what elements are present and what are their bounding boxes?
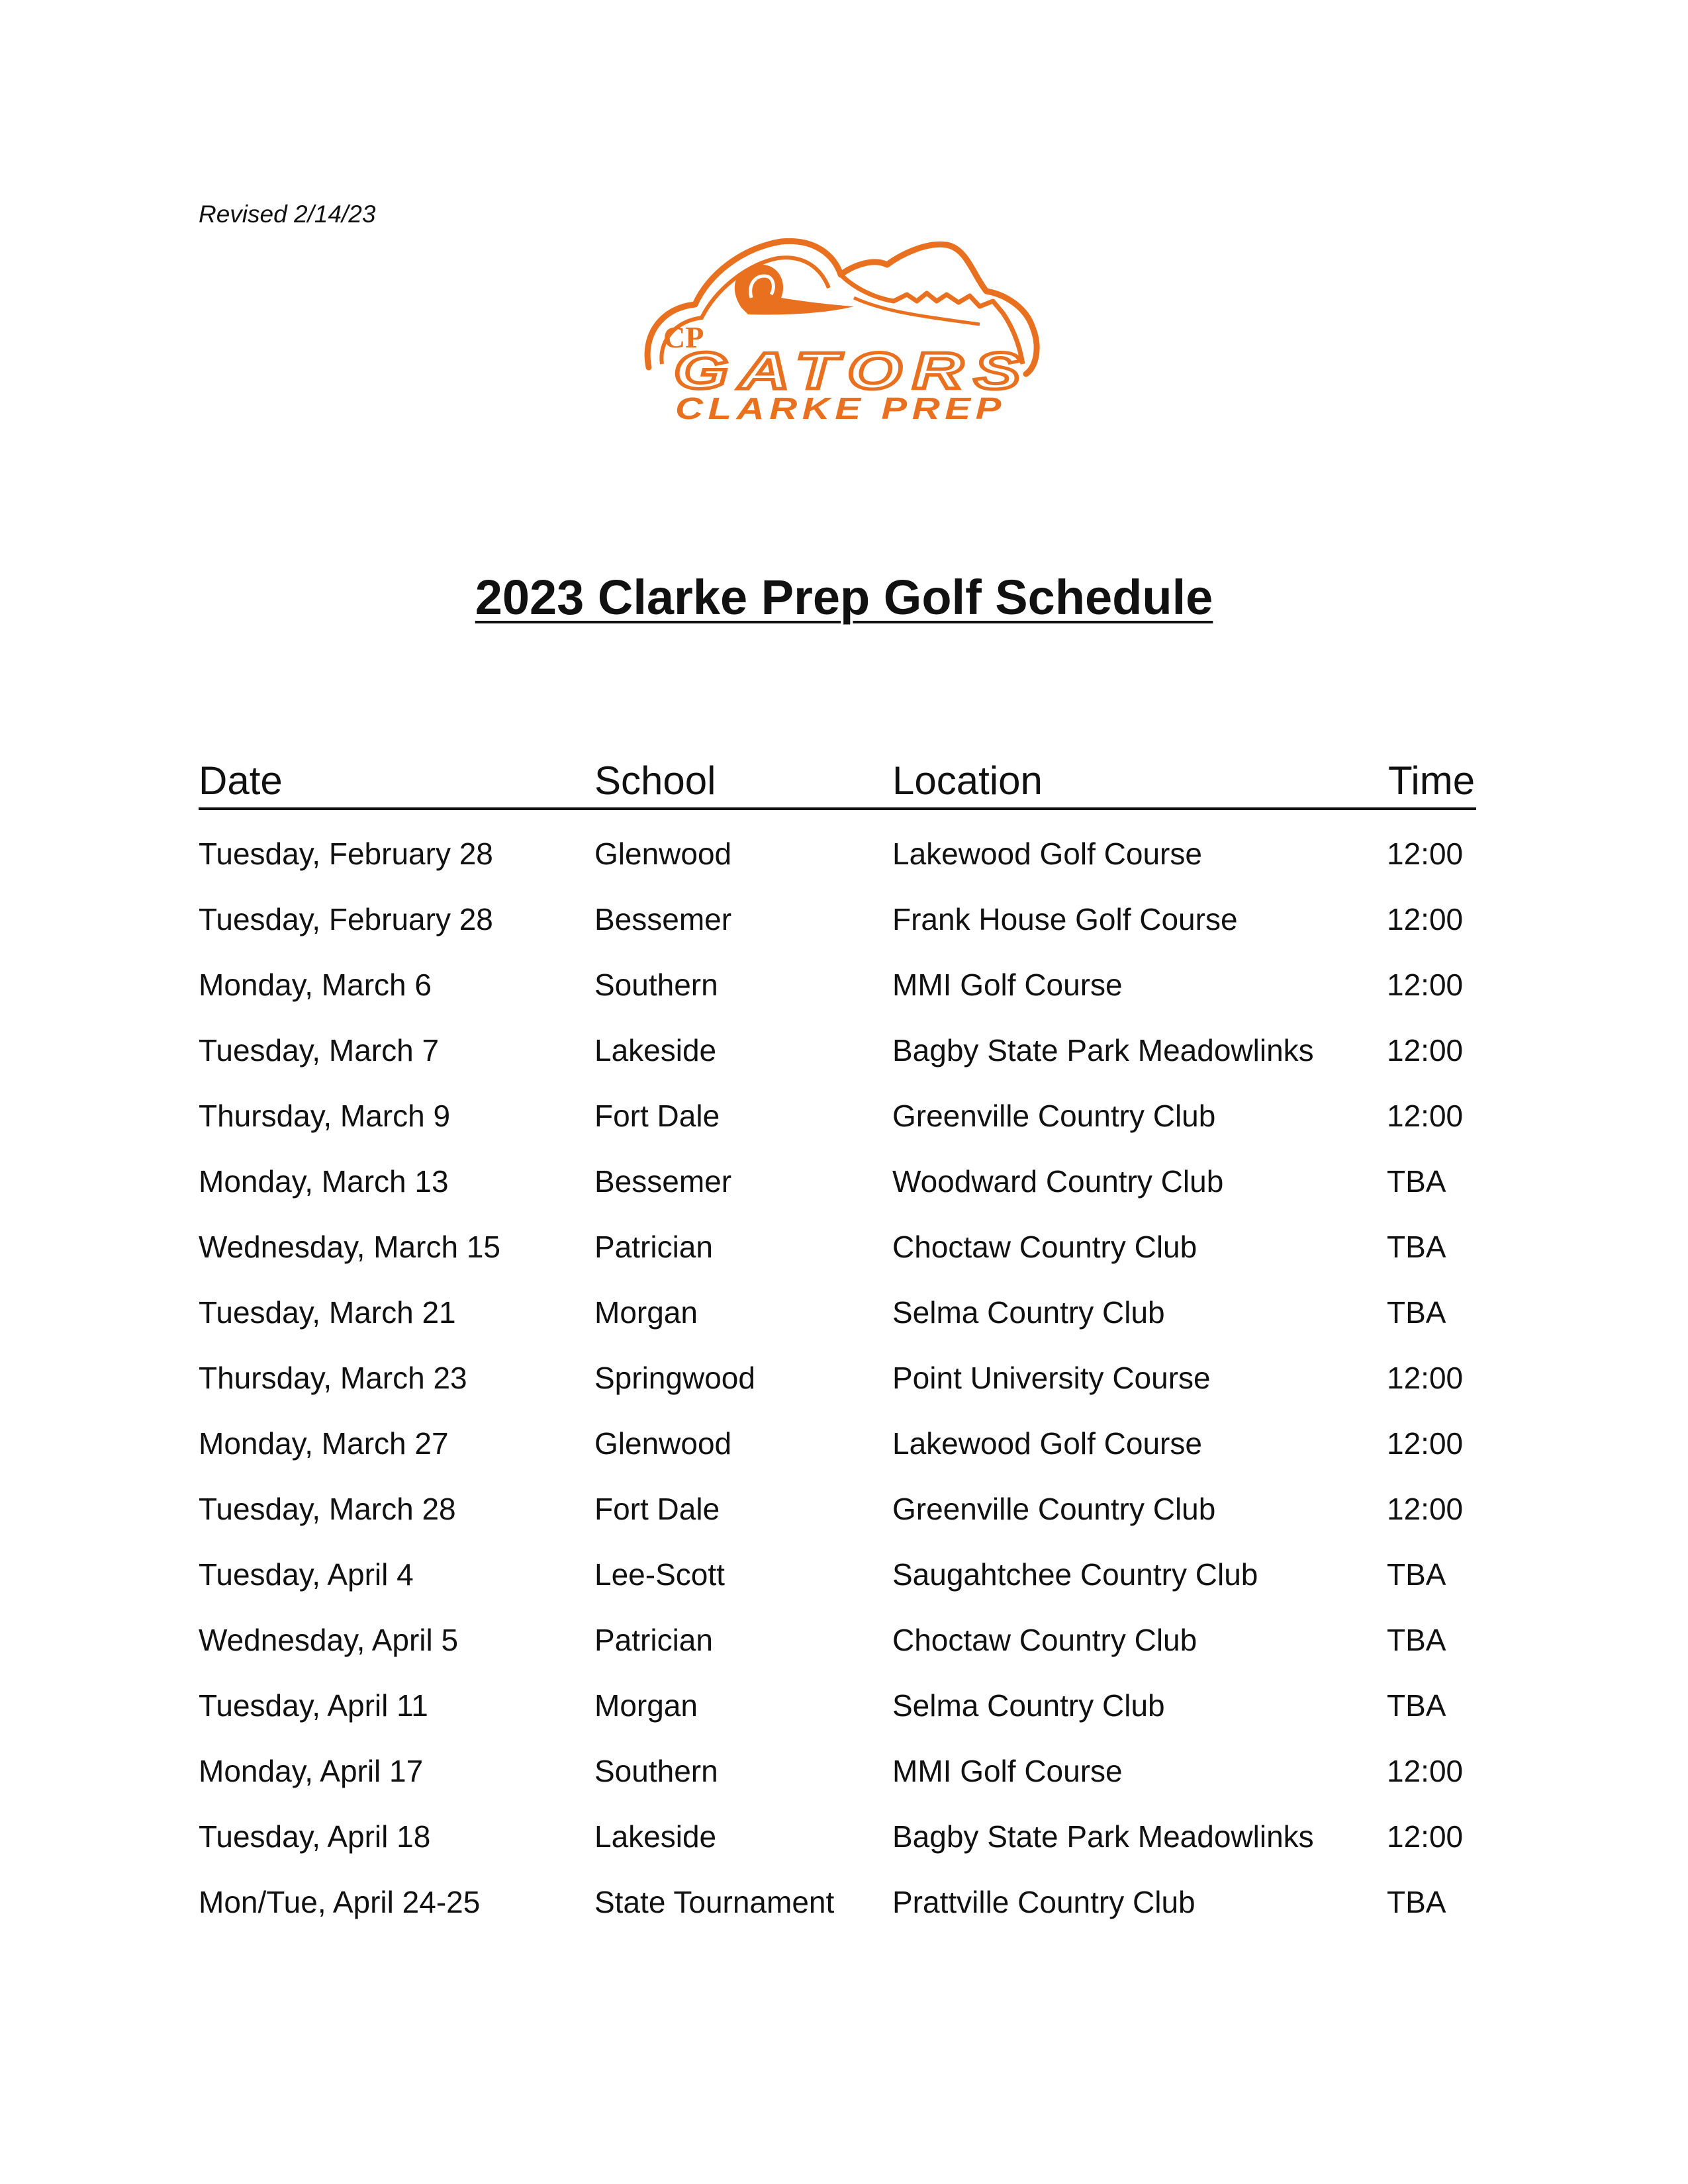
- cell-location: Bagby State Park Meadowlinks: [892, 1033, 1314, 1068]
- cell-location: Greenville Country Club: [892, 1492, 1216, 1526]
- cell-location: Lakewood Golf Course: [892, 1426, 1202, 1461]
- cell-school: Lee-Scott: [594, 1557, 725, 1592]
- column-header-location: Location: [892, 758, 1043, 803]
- cell-date: Wednesday, April 5: [199, 1623, 459, 1657]
- column-header-date: Date: [199, 758, 283, 803]
- table-row: [199, 1089, 1476, 1155]
- column-header-time: Time: [1388, 758, 1476, 803]
- cell-location: Saugahtchee Country Club: [892, 1557, 1258, 1592]
- cell-location: Point University Course: [892, 1361, 1211, 1395]
- cell-time: TBA: [1387, 1557, 1446, 1592]
- table-row: [199, 1745, 1476, 1810]
- table-row: [199, 1417, 1476, 1482]
- table-row: [199, 1876, 1476, 1941]
- cell-time: TBA: [1387, 1230, 1446, 1264]
- column-header-school: School: [594, 758, 716, 803]
- cell-location: Frank House Golf Course: [892, 902, 1238, 936]
- cell-school: Fort Dale: [594, 1492, 720, 1526]
- cell-school: Glenwood: [594, 1426, 732, 1461]
- table-header: [199, 754, 1476, 810]
- cell-school: Glenwood: [594, 837, 732, 871]
- cell-school: Southern: [594, 968, 718, 1002]
- cell-location: Greenville Country Club: [892, 1099, 1216, 1133]
- table-row: [199, 1155, 1476, 1220]
- table-row: [199, 1220, 1476, 1286]
- cell-date: Tuesday, March 21: [199, 1295, 456, 1330]
- cell-school: Bessemer: [594, 1164, 732, 1199]
- table-row: [199, 893, 1476, 958]
- cell-date: Tuesday, February 28: [199, 837, 493, 871]
- cell-time: 12:00: [1387, 1426, 1464, 1461]
- cell-time: TBA: [1387, 1688, 1446, 1723]
- revision-note: Revised 2/14/23: [199, 201, 376, 228]
- cell-time: TBA: [1387, 1623, 1446, 1657]
- cell-time: 12:00: [1387, 1754, 1464, 1788]
- cell-time: 12:00: [1387, 968, 1464, 1002]
- cell-location: Choctaw Country Club: [892, 1623, 1197, 1657]
- table-row: [199, 827, 1476, 893]
- page-title: [0, 568, 1688, 627]
- cell-date: Tuesday, April 4: [199, 1557, 414, 1592]
- cell-date: Monday, March 27: [199, 1426, 449, 1461]
- schedule-table: [199, 827, 1476, 1941]
- cell-school: Springwood: [594, 1361, 755, 1395]
- cell-school: Bessemer: [594, 902, 732, 936]
- cell-school: Morgan: [594, 1295, 698, 1330]
- cell-date: Tuesday, April 11: [199, 1688, 428, 1723]
- cell-date: Tuesday, March 28: [199, 1492, 456, 1526]
- table-row: [199, 1810, 1476, 1876]
- cell-school: State Tournament: [594, 1885, 835, 1919]
- cell-time: TBA: [1387, 1885, 1446, 1919]
- cell-location: MMI Golf Course: [892, 1754, 1123, 1788]
- cell-time: 12:00: [1387, 837, 1464, 871]
- table-row: [199, 958, 1476, 1024]
- cell-school: Southern: [594, 1754, 718, 1788]
- cell-time: 12:00: [1387, 1819, 1464, 1854]
- table-row: [199, 1614, 1476, 1679]
- cell-location: MMI Golf Course: [892, 968, 1123, 1002]
- cell-time: TBA: [1387, 1295, 1446, 1330]
- cell-date: Wednesday, March 15: [199, 1230, 500, 1264]
- cell-date: Monday, April 17: [199, 1754, 424, 1788]
- cell-date: Mon/Tue, April 24-25: [199, 1885, 481, 1919]
- cell-school: Fort Dale: [594, 1099, 720, 1133]
- table-row: [199, 1548, 1476, 1614]
- table-row: [199, 1024, 1476, 1089]
- cell-time: TBA: [1387, 1164, 1446, 1199]
- table-row: [199, 1351, 1476, 1417]
- cell-time: 12:00: [1387, 1492, 1464, 1526]
- cell-location: Choctaw Country Club: [892, 1230, 1197, 1264]
- cell-time: 12:00: [1387, 1361, 1464, 1395]
- cell-school: Morgan: [594, 1688, 698, 1723]
- gators-logo: [635, 235, 1046, 420]
- logo-subtitle: CLARKE PREP: [675, 391, 1006, 420]
- cell-location: Woodward Country Club: [892, 1164, 1224, 1199]
- cell-location: Selma Country Club: [892, 1688, 1165, 1723]
- logo-wordmark: GATORS: [674, 341, 1031, 400]
- cell-time: 12:00: [1387, 1099, 1464, 1133]
- cell-date: Tuesday, February 28: [199, 902, 493, 936]
- cell-date: Monday, March 6: [199, 968, 432, 1002]
- cell-school: Lakeside: [594, 1033, 717, 1068]
- cell-location: Lakewood Golf Course: [892, 837, 1202, 871]
- cell-date: Thursday, March 9: [199, 1099, 451, 1133]
- table-row: [199, 1679, 1476, 1745]
- cell-school: Patrician: [594, 1623, 713, 1657]
- table-row: [199, 1482, 1476, 1548]
- cell-location: Bagby State Park Meadowlinks: [892, 1819, 1314, 1854]
- cell-date: Tuesday, April 18: [199, 1819, 431, 1854]
- cell-date: Tuesday, March 7: [199, 1033, 440, 1068]
- table-row: [199, 1286, 1476, 1351]
- cell-location: Selma Country Club: [892, 1295, 1165, 1330]
- logo-monogram: CP: [663, 320, 704, 354]
- cell-time: 12:00: [1387, 902, 1464, 936]
- cell-school: Lakeside: [594, 1819, 717, 1854]
- cell-date: Monday, March 13: [199, 1164, 449, 1199]
- cell-time: 12:00: [1387, 1033, 1464, 1068]
- cell-location: Prattville Country Club: [892, 1885, 1196, 1919]
- cell-date: Thursday, March 23: [199, 1361, 467, 1395]
- cell-school: Patrician: [594, 1230, 713, 1264]
- title-text: 2023 Clarke Prep Golf Schedule: [475, 570, 1213, 625]
